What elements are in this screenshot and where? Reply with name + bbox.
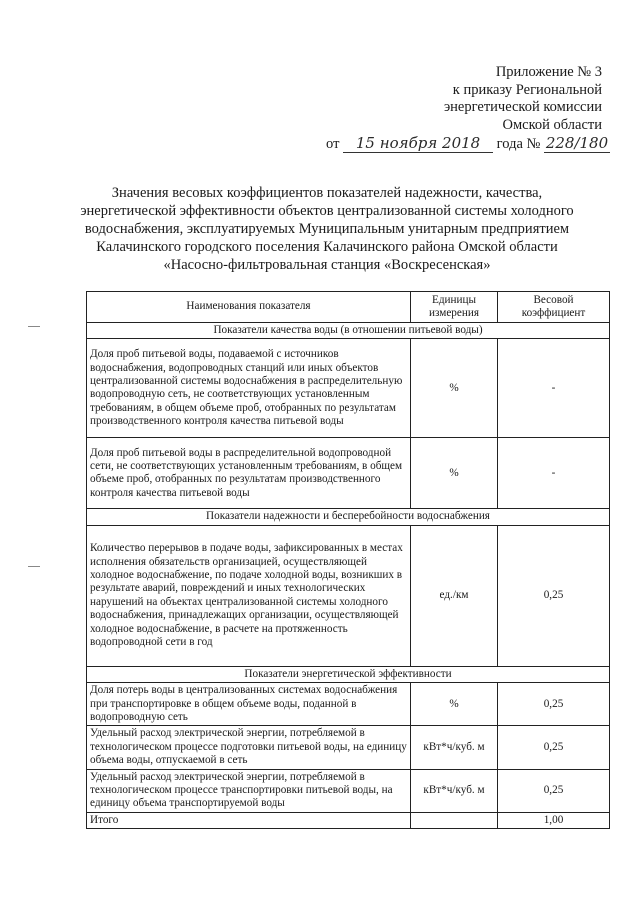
year-label: года №	[496, 136, 541, 152]
column-header-coef: Весовой коэффициент	[498, 292, 610, 323]
indicator-unit: кВт*ч/куб. м	[411, 769, 498, 812]
total-coef: 1,00	[498, 812, 610, 828]
indicator-coef: -	[498, 339, 610, 438]
indicator-coef: -	[498, 438, 610, 509]
total-row	[87, 812, 610, 828]
indicator-name: Доля потерь воды в централизованных системах водоснабжения при транспортировке в общем объеме воды, поданной в водопроводную сеть	[87, 683, 411, 726]
indicator-unit: ед./км	[411, 525, 498, 666]
table-row	[87, 726, 610, 769]
table-row	[87, 525, 610, 666]
table-row	[87, 769, 610, 812]
section-title: Показатели энергетической эффективности	[87, 666, 610, 682]
appendix-line: Омской области	[502, 116, 602, 133]
title-line: Значения весовых коэффициентов показателей надежности, качества,	[111, 185, 543, 201]
section-row	[87, 509, 610, 525]
appendix-line: к приказу Региональной	[452, 81, 602, 98]
order-date-line	[326, 134, 610, 153]
appendix-line: Приложение № 3	[495, 64, 602, 80]
indicator-coef: 0,25	[498, 683, 610, 726]
indicator-name: Доля проб питьевой воды, подаваемой с источников водоснабжения, водопроводных станций или иных объектов централизованной системы водоснабжения в распределительную водопроводную сеть, не соответствующих установленным требованиям, в общем объеме проб, отобранных по результатам производственного контроля качества питьевой воды	[87, 339, 411, 438]
indicator-name: Удельный расход электрической энергии, потребляемой в технологическом процессе транспортировки питьевой воды, на единицу объема транспортируемой воды	[87, 769, 411, 812]
title-line: «Насосно-фильтровальная станция «Воскресенская»	[163, 257, 491, 273]
margin-mark	[28, 326, 40, 327]
indicator-name: Количество перерывов в подаче воды, зафиксированных в местах исполнения обязательств организацией, осуществляющей холодное водоснабжение, по подаче холодной воды, возникших в результате аварий, повреждений и иных технологических нарушений на объектах централизованной системы холодного водоснабжения, принадлежащих организации, осуществляющей холодное водоснабжение, в расчете на протяженность водопроводной сети в год	[87, 525, 411, 666]
column-header-name: Наименования показателя	[87, 292, 411, 323]
document-title	[40, 184, 614, 274]
indicator-name: Удельный расход электрической энергии, потребляемой в технологическом процессе подготовки питьевой воды, на единицу объема воды, отпускаемой в сеть	[87, 726, 411, 769]
indicator-unit: %	[411, 339, 498, 438]
total-label: Итого	[87, 812, 411, 828]
handwritten-order-number: 228/180	[545, 134, 609, 152]
indicator-coef: 0,25	[498, 726, 610, 769]
handwritten-date: 15 ноября 2018	[343, 134, 493, 153]
title-line: водоснабжения, эксплуатируемых Муниципальным унитарным предприятием	[84, 221, 570, 237]
indicator-unit: %	[411, 438, 498, 509]
indicator-unit: %	[411, 683, 498, 726]
table-header-row	[87, 292, 610, 323]
indicator-coef: 0,25	[498, 769, 610, 812]
margin-mark	[28, 566, 40, 567]
section-row	[87, 323, 610, 339]
appendix-block	[382, 64, 602, 134]
section-row	[87, 666, 610, 682]
title-line: энергетической эффективности объектов централизованной системы холодного	[80, 203, 574, 219]
indicator-unit: кВт*ч/куб. м	[411, 726, 498, 769]
appendix-line: энергетической комиссии	[443, 99, 602, 115]
title-line: Калачинского городского поселения Калачинского района Омской области	[96, 239, 558, 255]
column-header-unit: Единицы измерения	[411, 292, 498, 323]
table-row	[87, 438, 610, 509]
table-row	[87, 339, 610, 438]
section-title: Показатели надежности и бесперебойности водоснабжения	[87, 509, 610, 525]
table-row	[87, 683, 610, 726]
section-title: Показатели качества воды (в отношении питьевой воды)	[87, 323, 610, 339]
total-unit	[411, 812, 498, 828]
coefficients-table	[86, 291, 610, 829]
indicator-name: Доля проб питьевой воды в распределительной водопроводной сети, не соответствующих установленным требованиям, в общем объеме проб, отобранных по результатам производственного контроля качества питьевой воды	[87, 438, 411, 509]
date-prefix: от	[326, 136, 340, 152]
indicator-coef: 0,25	[498, 525, 610, 666]
